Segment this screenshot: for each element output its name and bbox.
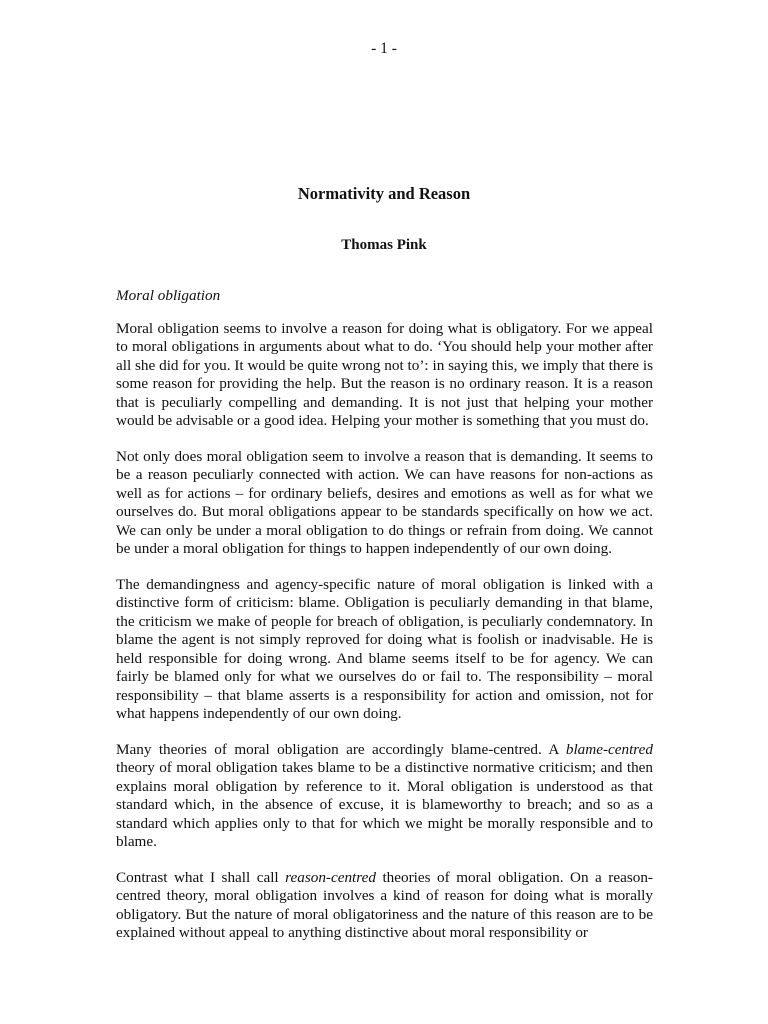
paragraph-5 — [116, 869, 653, 943]
page-number: - 1 - — [371, 40, 397, 57]
paragraph-4-emphasis: blame-centred — [565, 740, 653, 758]
paragraph-5-text-after: theories of moral obligation. On a reason-centred theory, moral obligation involves a kind of reason for doing what is morally obligatory. But the nature of moral obligatoriness and the nature of this reason are to be explained without appeal to anything distinctive about moral responsibility or — [116, 868, 653, 941]
author-name: Thomas Pink — [341, 237, 427, 253]
body-text — [116, 287, 653, 960]
paragraph-1: Moral obligation seems to involve a reason for doing what is obligatory. For we appeal to moral obligations in arguments about what to do. ‘You should help your mother after all she did for you. It would be quite wrong not to’: in saying this, we imply that there is some reason for providing the help. But the reason is no ordinary reason. It is a reason that is peculiarly compelling and demanding. It is not just that helping your mother would be advisable or a good idea. Helping your mother is something that you must do. — [116, 319, 653, 429]
paragraph-5-text-before: Contrast what I shall call — [116, 868, 286, 886]
paragraph-5-emphasis: reason-centred — [285, 868, 376, 886]
paragraph-4-text-before: Many theories of moral obligation are accordingly blame-centred. A — [116, 740, 566, 758]
paragraph-4 — [116, 741, 653, 852]
paragraph-4-text-after: theory of moral obligation takes blame to be a distinctive normative criticism; and then explains moral obligation by reference to it. Moral obligation is understood as that standard which, in the absence of excuse, it is blameworthy to breach; and so as a standard which applies only to that for which we might be morally responsible and to blame. — [116, 759, 653, 850]
paragraph-2: Not only does moral obligation seem to involve a reason that is demanding. It seems to be a reason peculiarly connected with action. We can have reasons for non-actions as well as for actions – for ordinary beliefs, desires and emotions as well as for what we ourselves do. But moral obligations appear to be standards specifically on how we act. We can only be under a moral obligation to do things or refrain from doing. We cannot be under a moral obligation for things to happen independently of our own doing. — [116, 447, 653, 557]
paragraph-3: The demandingness and agency-specific nature of moral obligation is linked with a distinctive form of criticism: blame. Obligation is peculiarly demanding in that blame, the criticism we make of people for breach of obligation, is peculiarly condemnatory. In blame the agent is not simply reproved for doing what is foolish or inadvisable. He is held responsible for doing wrong. And blame seems itself to be for agency. We can fairly be blamed only for what we ourselves do or fail to. The responsibility – moral responsibility – that blame asserts is a responsibility for action and omission, not for what happens independently of our own doing. — [116, 575, 653, 722]
document-title: Normativity and Reason — [297, 184, 471, 203]
section-heading: Moral obligation — [116, 287, 221, 304]
